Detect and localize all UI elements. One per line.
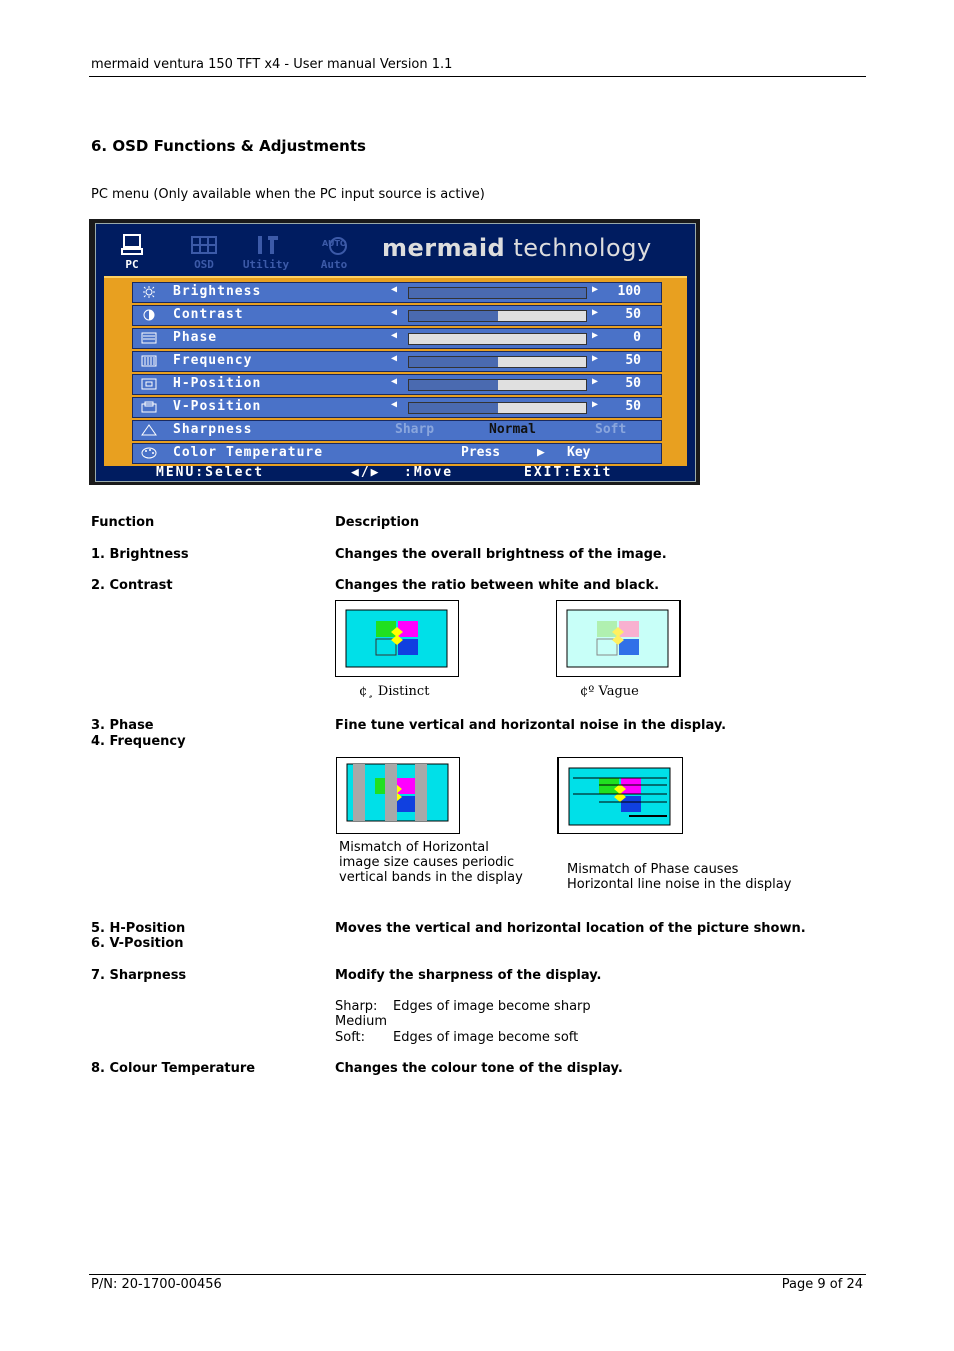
- fn-sharpness: 7. Sharpness: [91, 968, 187, 983]
- right-arrow-icon: ▶: [592, 284, 599, 295]
- tab-pc: PC: [102, 228, 162, 276]
- v-position-icon: [141, 401, 157, 413]
- fn-frequency: 4. Frequency: [91, 734, 186, 749]
- frequency-slider: [408, 356, 587, 368]
- fn-h-position: 5. H-Position: [91, 921, 186, 936]
- header-rule: [89, 76, 866, 77]
- auto-icon: [320, 234, 348, 256]
- right-arrow-icon: ▶: [592, 376, 599, 387]
- brand-logo: mermaid technology: [382, 234, 652, 262]
- play-arrow-icon: ▶: [537, 445, 545, 460]
- osd-help-bar: MENU:Select ◀/▶ :Move EXIT:Exit: [156, 465, 613, 480]
- desc-contrast: Changes the ratio between white and black.: [335, 578, 660, 593]
- svg-text:AUTO: AUTO: [322, 239, 347, 248]
- osd-row-phase: Phase ◀ ▶ 0: [132, 328, 662, 349]
- tools-icon: [252, 234, 280, 256]
- pc-icon: [118, 234, 146, 256]
- puzzle-distinct-picture: [336, 601, 458, 676]
- sun-icon: [141, 286, 157, 298]
- h-position-icon: [141, 378, 157, 390]
- fn-phase: 3. Phase: [91, 718, 154, 733]
- osd-grid-icon: [190, 234, 218, 256]
- right-arrow-icon: ▶: [592, 307, 599, 318]
- sharp-text: Edges of image become sharp: [393, 999, 591, 1014]
- soft-text: Edges of image become soft: [393, 1030, 579, 1045]
- frequency-mismatch-image: [336, 757, 460, 834]
- desc-phase-frequency: Fine tune vertical and horizontal noise in the display.: [335, 718, 727, 733]
- desc-sharpness: Modify the sharpness of the display.: [335, 968, 602, 983]
- tab-auto: AUTO Auto: [304, 228, 364, 276]
- left-arrow-icon: ◀: [391, 284, 398, 295]
- part-number: P/N: 20-1700-00456: [91, 1277, 222, 1292]
- col-description-header: Description: [335, 515, 420, 530]
- left-arrow-icon: ◀: [391, 330, 398, 341]
- intro-text: PC menu (Only available when the PC input source is active): [91, 187, 485, 202]
- osd-row-h-position: H-Position ◀ ▶ 50: [132, 374, 662, 395]
- caption-frequency: Mismatch of Horizontal image size causes periodic vertical bands in the display: [339, 840, 523, 885]
- sharp-label: Sharp:: [335, 999, 378, 1014]
- right-arrow-icon: ▶: [592, 399, 599, 410]
- fn-colour-temperature: 8. Colour Temperature: [91, 1061, 256, 1076]
- h-position-slider: [408, 379, 587, 391]
- medium-label: Medium: [335, 1014, 387, 1029]
- left-arrow-icon: ◀: [391, 376, 398, 387]
- osd-screenshot: [89, 219, 700, 485]
- warning-triangle-icon: [141, 424, 157, 436]
- contrast-icon: [141, 309, 157, 321]
- left-arrow-icon: ◀: [391, 353, 398, 364]
- caption-phase: Mismatch of Phase causes Horizontal line noise in the display: [567, 862, 792, 892]
- frequency-icon: [141, 355, 157, 367]
- osd-row-contrast: Contrast ◀ ▶ 50: [132, 305, 662, 326]
- tab-osd: OSD: [174, 228, 234, 276]
- vertical-bands-picture: [337, 758, 459, 833]
- vague-image: [556, 600, 681, 677]
- tab-utility: Utility: [236, 228, 296, 276]
- osd-window: [95, 223, 696, 482]
- caption-vague: ¢º Vague: [580, 684, 639, 699]
- phase-slider: [408, 333, 587, 345]
- phase-icon: [141, 332, 157, 344]
- osd-menu-panel: [104, 276, 687, 466]
- soft-label: Soft:: [335, 1030, 366, 1045]
- caption-distinct: ¢¸ Distinct: [359, 684, 430, 699]
- osd-row-v-position: V-Position ◀ ▶ 50: [132, 397, 662, 418]
- brightness-slider: [408, 287, 587, 299]
- osd-row-frequency: Frequency ◀ ▶ 50: [132, 351, 662, 372]
- fn-v-position: 6. V-Position: [91, 936, 184, 951]
- osd-row-brightness: Brightness ◀ ▶ 100: [132, 282, 662, 303]
- osd-row-color-temperature: Color Temperature Press ▶ Key: [132, 443, 662, 464]
- desc-position: Moves the vertical and horizontal location of the picture shown.: [335, 921, 806, 936]
- fn-contrast: 2. Contrast: [91, 578, 173, 593]
- section-title: 6. OSD Functions & Adjustments: [91, 137, 366, 155]
- left-right-arrows-icon: ◀/▶: [351, 465, 381, 480]
- footer-rule: [89, 1274, 866, 1275]
- page-number: Page 9 of 24: [781, 1277, 863, 1292]
- right-arrow-icon: ▶: [592, 353, 599, 364]
- col-function-header: Function: [91, 515, 155, 530]
- desc-colour-temperature: Changes the colour tone of the display.: [335, 1061, 623, 1076]
- distinct-image: [335, 600, 459, 677]
- horizontal-noise-picture: [559, 758, 682, 833]
- fn-brightness: 1. Brightness: [91, 547, 189, 562]
- palette-icon: [141, 447, 157, 459]
- puzzle-vague-picture: [557, 601, 679, 676]
- osd-row-sharpness: Sharpness Sharp Normal Soft: [132, 420, 662, 441]
- right-arrow-icon: ▶: [592, 330, 599, 341]
- left-arrow-icon: ◀: [391, 307, 398, 318]
- running-header: mermaid ventura 150 TFT x4 - User manual Version 1.1: [91, 57, 453, 72]
- desc-brightness: Changes the overall brightness of the image.: [335, 547, 667, 562]
- left-arrow-icon: ◀: [391, 399, 398, 410]
- v-position-slider: [408, 402, 587, 414]
- phase-mismatch-image: [557, 757, 683, 834]
- contrast-slider: [408, 310, 587, 322]
